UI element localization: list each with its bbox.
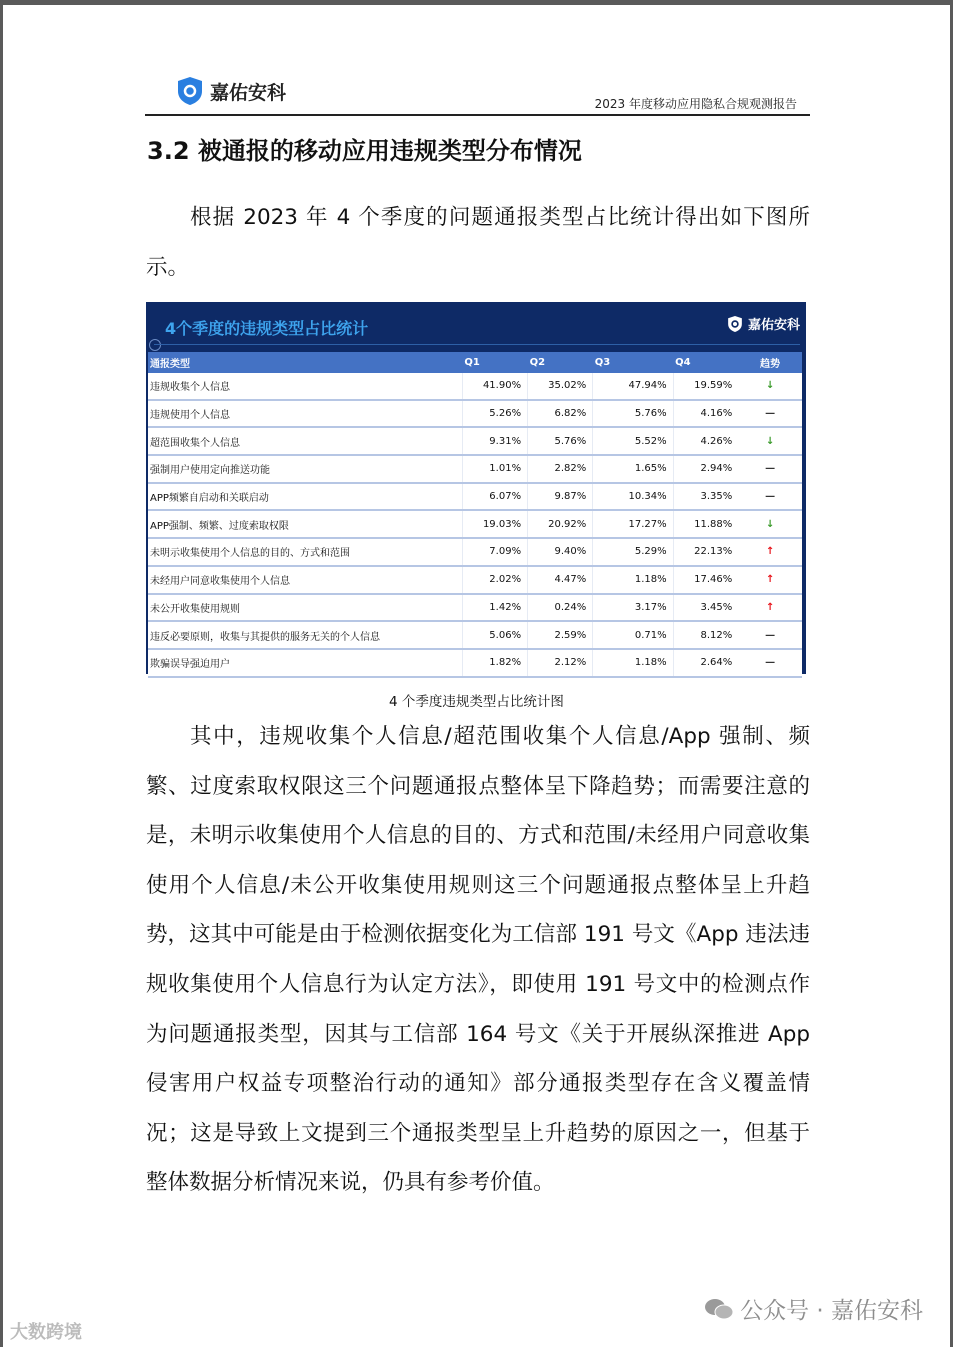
quarter-value: 0.71% — [593, 621, 673, 649]
document-title: 2023 年度移动应用隐私合规观测报告 — [594, 97, 797, 111]
quarter-value: 3.35% — [673, 483, 738, 511]
quarter-value: 6.82% — [528, 400, 593, 428]
quarter-value: 5.52% — [593, 427, 673, 455]
quarter-value: 8.12% — [673, 621, 738, 649]
table-row — [148, 649, 802, 677]
quarter-value: 3.45% — [673, 594, 738, 622]
table-title: 4个季度的违规类型占比统计 — [165, 319, 369, 338]
table-row — [148, 510, 802, 538]
table-row — [148, 594, 802, 622]
quarter-value: 5.06% — [462, 621, 527, 649]
column-header: Q3 — [593, 352, 673, 373]
quarter-value: 22.13% — [673, 538, 738, 566]
intro-paragraph: 根据 2023 年 4 个季度的问题通报类型占比统计得出如下图所示。 — [146, 205, 810, 280]
table-row — [148, 483, 802, 511]
quarter-value: 7.09% — [462, 538, 527, 566]
trend-down-icon: ↓ — [738, 510, 802, 538]
trend-flat-icon: — — [738, 400, 802, 428]
trend-down-icon: ↓ — [738, 373, 802, 400]
trend-up-icon: ↑ — [738, 594, 802, 622]
violation-type: 欺骗误导强迫用户 — [148, 649, 462, 677]
quarter-value: 1.18% — [593, 649, 673, 677]
quarter-value: 11.88% — [673, 510, 738, 538]
quarter-value: 2.94% — [673, 455, 738, 483]
wechat-icon — [704, 1297, 734, 1321]
quarter-value: 4.47% — [528, 566, 593, 594]
shield-icon — [727, 315, 743, 333]
trend-up-icon: ↑ — [738, 566, 802, 594]
violation-type: 违反必要原则，收集与其提供的服务无关的个人信息 — [148, 621, 462, 649]
quarter-value: 1.65% — [593, 455, 673, 483]
wechat-watermark — [704, 1292, 923, 1325]
table-brand — [727, 314, 800, 333]
section-title: 3.2 被通报的移动应用违规类型分布情况 — [147, 137, 582, 165]
quarter-value: 1.01% — [462, 455, 527, 483]
quarter-value: 17.27% — [593, 510, 673, 538]
violation-type: 超范围收集个人信息 — [148, 427, 462, 455]
quarter-value: 5.26% — [462, 400, 527, 428]
quarter-value: 1.18% — [593, 566, 673, 594]
trend-flat-icon: — — [738, 621, 802, 649]
trend-flat-icon: — — [738, 455, 802, 483]
violation-type: 违规收集个人信息 — [148, 373, 462, 400]
quarter-value: 9.40% — [528, 538, 593, 566]
quarter-value: 20.92% — [528, 510, 593, 538]
column-header: Q1 — [462, 352, 527, 373]
table-row — [148, 373, 802, 400]
quarter-value: 2.64% — [673, 649, 738, 677]
table-row — [148, 455, 802, 483]
column-header: 趋势 — [738, 352, 802, 373]
quarter-value: 5.76% — [593, 400, 673, 428]
quarter-value: 4.16% — [673, 400, 738, 428]
quarter-value: 10.34% — [593, 483, 673, 511]
column-header: Q2 — [528, 352, 593, 373]
wechat-label: 公众号 · 嘉佑安科 — [740, 1298, 923, 1324]
trend-down-icon: ↓ — [738, 427, 802, 455]
header-divider — [145, 114, 810, 116]
trend-flat-icon: — — [738, 649, 802, 677]
quarter-value: 6.07% — [462, 483, 527, 511]
table-row — [148, 621, 802, 649]
table-row — [148, 538, 802, 566]
column-header: 通报类型 — [148, 352, 462, 373]
quarter-value: 5.29% — [593, 538, 673, 566]
quarter-value: 4.26% — [673, 427, 738, 455]
header-logo — [176, 76, 286, 106]
violation-type: 违规使用个人信息 — [148, 400, 462, 428]
column-header: Q4 — [673, 352, 738, 373]
violation-table-figure — [146, 302, 806, 674]
quarter-value: 19.03% — [462, 510, 527, 538]
quarter-value: 2.82% — [528, 455, 593, 483]
brand-name: 嘉佑安科 — [210, 81, 287, 104]
quarter-value: 9.87% — [528, 483, 593, 511]
trend-up-icon: ↑ — [738, 538, 802, 566]
quarter-value: 1.42% — [462, 594, 527, 622]
table-row — [148, 400, 802, 428]
table-row — [148, 566, 802, 594]
quarter-value: 17.46% — [673, 566, 738, 594]
quarter-value: 19.59% — [673, 373, 738, 400]
quarter-value: 35.02% — [528, 373, 593, 400]
quarter-value: 0.24% — [528, 594, 593, 622]
violation-type: 强制用户使用定向推送功能 — [148, 455, 462, 483]
violation-type: APP频繁自启动和关联启动 — [148, 483, 462, 511]
quarter-value: 41.90% — [462, 373, 527, 400]
trend-flat-icon: — — [738, 483, 802, 511]
corner-watermark: 大数跨境 — [10, 1322, 82, 1343]
decor-circle — [149, 339, 161, 351]
violation-type: 未经用户同意收集使用个人信息 — [148, 566, 462, 594]
quarter-value: 1.82% — [462, 649, 527, 677]
quarter-value: 2.12% — [528, 649, 593, 677]
violation-table — [148, 352, 802, 678]
table-row — [148, 427, 802, 455]
violation-type: APP强制、频繁、过度索取权限 — [148, 510, 462, 538]
violation-type: 未明示收集使用个人信息的目的、方式和范围 — [148, 538, 462, 566]
quarter-value: 47.94% — [593, 373, 673, 400]
violation-type: 未公开收集使用规则 — [148, 594, 462, 622]
shield-icon — [176, 76, 204, 106]
quarter-value: 2.02% — [462, 566, 527, 594]
quarter-value: 5.76% — [528, 427, 593, 455]
body-paragraph: 其中，违规收集个人信息/超范围收集个人信息/App 强制、频繁、过度索取权限这三个问题通报点整体呈下降趋势；而需要注意的是，未明示收集使用个人信息的目的、方式和范围/未经用户同意收集使用个人信息/未公开收集使用规则这三个问题通报点整体呈上升趋势，这其中可能是由于检测依据变化为工信部 191 号文《App 违法违规收集使用个人信息行为认定方法》，即使用 191 号文中的检测点作为问题通报类型，因其与工信部 164 号文《关于开展纵深推进 App 侵害用户权益专项整治行动的通知》部分通报类型存在含义覆盖情况；这是导致上文提到三个通报类型呈上升趋势的原因之一，但基于整体数据分析情况来说，仍具有参考价值。 — [146, 724, 810, 1196]
quarter-value: 3.17% — [593, 594, 673, 622]
quarter-value: 2.59% — [528, 621, 593, 649]
quarter-value: 9.31% — [462, 427, 527, 455]
table-brand-label: 嘉佑安科 — [747, 318, 800, 333]
decor-line — [154, 344, 800, 345]
figure-caption: 4 个季度违规类型占比统计图 — [389, 694, 564, 710]
